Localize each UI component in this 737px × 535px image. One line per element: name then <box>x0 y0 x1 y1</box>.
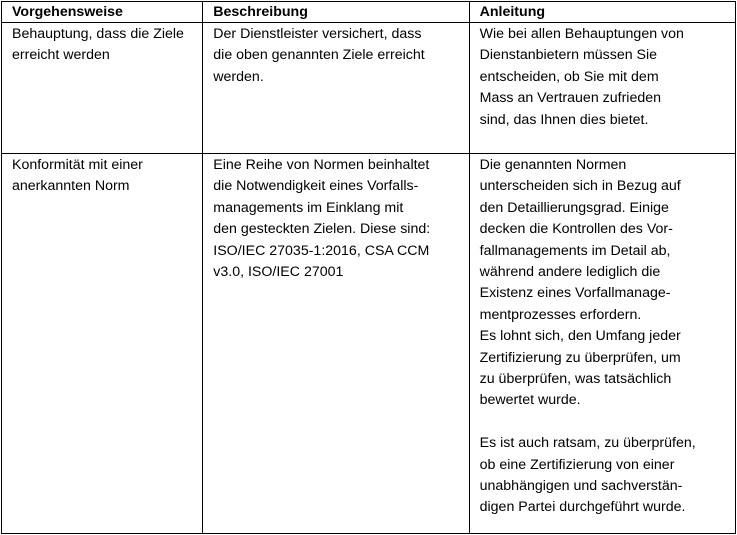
cell-anleitung <box>469 154 735 534</box>
cell-text-line: Es ist auch ratsam, zu überprüfen, <box>479 435 696 452</box>
cell-text-line: Zertifizierung zu überprüfen, um <box>479 349 681 366</box>
cell-text-line: die oben genannten Ziele erreicht <box>213 47 425 64</box>
table-row <box>2 23 736 154</box>
cell-text-line: Es lohnt sich, den Umfang jeder <box>479 328 681 345</box>
cell-text-line: Wie bei allen Behauptungen von <box>479 26 684 42</box>
cell-text-line: mentprozesses erfordern. <box>479 306 642 323</box>
table-header-row <box>2 2 736 23</box>
cell-text-line: Mass an Vertrauen zufrieden <box>479 90 662 107</box>
header-vorgehensweise: Vorgehensweise <box>2 2 203 23</box>
cell-text-line: während andere lediglich die <box>479 264 661 281</box>
cell-text-line: Konformität mit einer <box>12 157 143 173</box>
cell-text-line: decken die Kontrollen des Vor- <box>479 221 673 238</box>
cell-text-line: werden. <box>213 68 264 85</box>
header-beschreibung: Beschreibung <box>203 2 469 23</box>
table-body <box>2 23 736 534</box>
cell-text-line: die Notwendigkeit eines Vorfalls- <box>213 178 419 195</box>
cell-text-line: bewertet wurde. <box>479 392 581 409</box>
cell-text-line: managements im Einklang mit <box>213 199 404 216</box>
cell-text-line: Behauptung, dass die Ziele <box>12 26 184 42</box>
cell-beschreibung <box>203 23 469 154</box>
cell-text-line: Dienstanbietern müssen Sie <box>479 47 658 64</box>
cell-anleitung <box>469 23 735 154</box>
cell-text-line: den Detaillierungsgrad. Einige <box>479 199 669 216</box>
cell-beschreibung <box>203 154 469 534</box>
blank-line <box>480 412 729 433</box>
cell-text-line: Die genannten Normen <box>479 157 627 173</box>
cell-text-line: unterscheiden sich in Bezug auf <box>479 178 681 195</box>
comparison-table <box>1 1 736 534</box>
cell-text-line: zu überprüfen, was tatsächlich <box>479 371 672 388</box>
cell-text-line: sind, das Ihnen dies bietet. <box>479 111 649 128</box>
cell-text-line: ob eine Zertifizierung von einer <box>479 456 675 473</box>
cell-text-line: anerkannten Norm <box>12 178 130 195</box>
table-row <box>2 154 736 534</box>
cell-text-line: den gesteckten Zielen. Diese sind: <box>213 221 431 238</box>
cell-text-line: v3.0, ISO/IEC 27001 <box>213 264 344 281</box>
cell-vorgehensweise <box>2 154 203 534</box>
cell-text-line: Existenz eines Vorfallmanage- <box>479 285 671 302</box>
cell-text-line: digen Partei durchgeführt wurde. <box>479 499 686 516</box>
cell-text-line: erreicht werden <box>12 47 110 64</box>
cell-text-line: ISO/IEC 27035-1:2016, CSA CCM <box>213 242 430 259</box>
cell-text-line: Eine Reihe von Normen beinhaltet <box>213 157 430 173</box>
cell-text-line: fallmanagements im Detail ab, <box>479 242 671 259</box>
cell-text-line: Der Dienstleister versichert, dass <box>213 26 422 42</box>
cell-vorgehensweise <box>2 23 203 154</box>
cell-text-line: unabhängigen und sachverstän- <box>479 478 683 495</box>
header-anleitung: Anleitung <box>469 2 735 23</box>
cell-text-line: entscheiden, ob Sie mit dem <box>479 68 659 85</box>
